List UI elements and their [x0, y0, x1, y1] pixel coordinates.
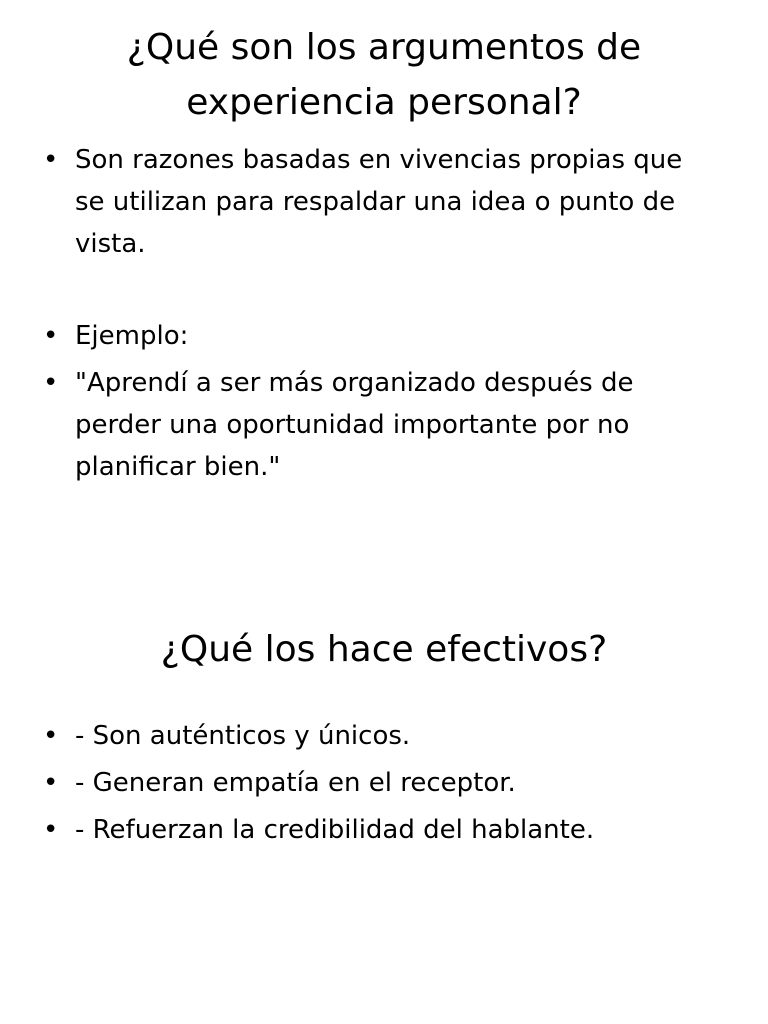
- bullet-list: [40, 139, 720, 493]
- bullet-item: [40, 715, 720, 757]
- slide-title: ¿Qué los hace efectivos?: [160, 629, 608, 670]
- bullet-icon: •: [43, 368, 59, 398]
- bullet-text: "Aprendí a ser más organizado después de perder una oportunidad importante por no planificar bien.": [75, 368, 634, 482]
- bullet-list: [40, 715, 720, 856]
- bullet-text: - Generan empatía en el receptor.: [75, 768, 516, 798]
- bullet-icon: •: [43, 815, 59, 845]
- bullet-icon: •: [43, 721, 59, 751]
- bullet-text: Ejemplo:: [75, 321, 189, 351]
- bullet-text: Son razones basadas en vivencias propias que se utilizan para respaldar una idea o punto de vista.: [75, 145, 683, 259]
- slide-2: [0, 512, 768, 1024]
- bullet-text: - Son auténticos y únicos.: [75, 721, 411, 751]
- bullet-item: [40, 762, 720, 804]
- bullet-icon: •: [43, 321, 59, 351]
- bullet-icon: •: [43, 145, 59, 175]
- bullet-item: [40, 315, 720, 357]
- bullet-item: [40, 809, 720, 851]
- bullet-text: - Refuerzan la credibilidad del hablante.: [75, 815, 595, 845]
- slide-title: ¿Qué son los argumentos de experiencia personal?: [126, 27, 642, 123]
- bullet-item: [40, 139, 720, 265]
- bullet-icon: •: [43, 768, 59, 798]
- bullet-item: [40, 362, 720, 488]
